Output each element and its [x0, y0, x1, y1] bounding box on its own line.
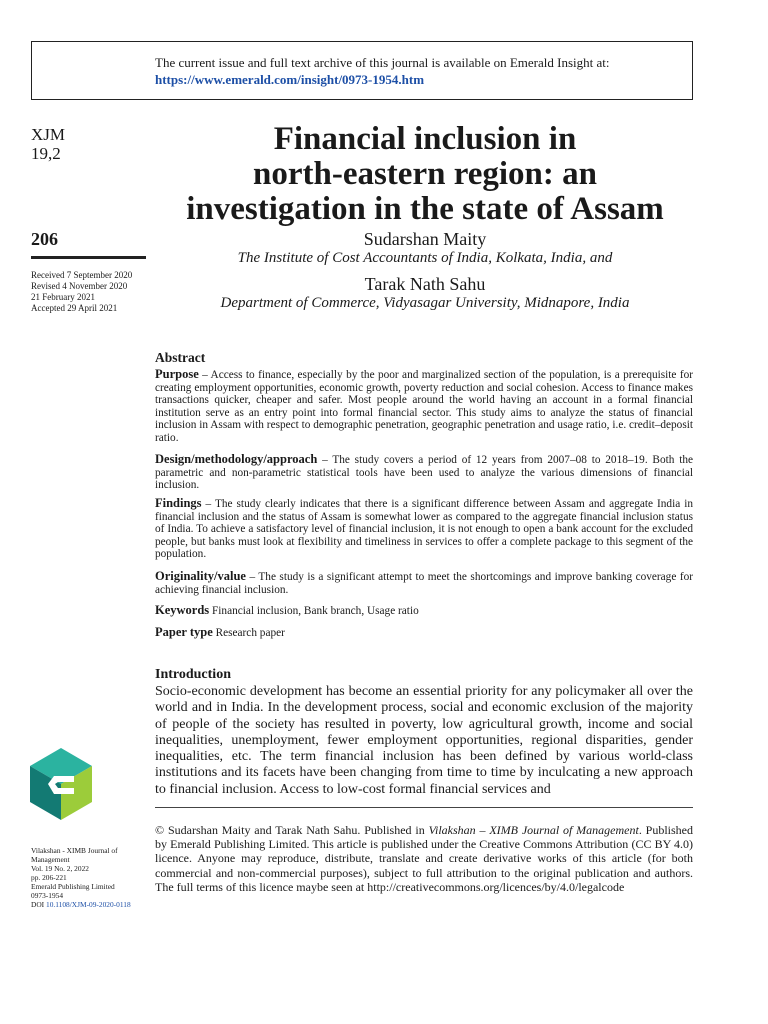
purpose-label: Purpose: [155, 367, 199, 381]
keywords: [155, 604, 693, 618]
introduction-heading: Introduction: [155, 667, 231, 682]
abstract-findings: [155, 497, 693, 561]
keywords-label: Keywords: [155, 603, 210, 617]
design-text: – The study covers a period of 12 years from 2007–08 to 2018–19. Both the parametric and non-parametric statistical tools have been used to analyze the various dimensions of financial inclusion.: [155, 454, 693, 492]
purpose-text: – Access to finance, especially by the poor and marginalized section of the population, is a prerequisite for creating employment opportunities, economic growth, poverty reduction and social cohesion. Access to finance makes transactions quicker, cheaper and safer. Most people around the world having an account in a formal financial institution serve as an entry point into formal financial sector. This study aims to analyze the status of financial inclusion in Assam with respect to demographic penetration, geographic penetration and usage ratio, i.e. credit–deposit ratio.: [155, 369, 693, 444]
title-line: north-eastern region: an: [252, 156, 598, 192]
title-line: investigation in the state of Assam: [186, 191, 664, 227]
access-note: The current issue and full text archive of this journal is available on Emerald Insight at:: [155, 55, 610, 70]
page-number: 206: [31, 229, 58, 249]
paper-type: [155, 626, 693, 640]
license-journal-name: Vilakshan – XIMB Journal of Management: [428, 823, 639, 837]
license-part2: . Published by Emerald Publishing Limited. This article is published under the Creative Commons Attribution (CC BY 4.0) licence. Anyone may reproduce, distribute, translate and create derivative works of this article (for both commercial and non-commercial purposes), subject to full attribution to the original publication and authors. The full terms of this licence maybe seen at http://creativecommons.org/licences/by/4.0/legalcode: [155, 823, 694, 894]
originality-label: Originality/value: [155, 569, 246, 583]
license-part1: © Sudarshan Maity and Tarak Nath Sahu. Published in: [155, 823, 429, 837]
journal-logo-icon: [30, 748, 92, 820]
findings-label: Findings: [155, 496, 202, 510]
license-text: [155, 823, 693, 894]
paper-type-text: Research paper: [212, 627, 285, 639]
originality-text: – The study is a significant attempt to meet the shortcomings and improve banking coverage for achieving financial inclusion.: [155, 571, 693, 596]
introduction-text: Socio-economic development has become an essential priority for any policymaker all over the world and in India. In the development process, social and economic exclusion of the majority of people of the society has resulted in poverty, low agricultural growth, income and social inequalities, unemployment, fewer employment opportunities, regional disparities, gender inequalities, etc. The term financial inclusion has been defined by various world-class institutions and its facets have been changing from time to time by inculcating a new approach to financial inclusion. Access to low-cost formal financial services and: [155, 684, 693, 797]
keywords-text: Financial inclusion, Bank branch, Usage ratio: [209, 605, 419, 617]
meta-issn: 0973-1954: [31, 891, 64, 900]
author-name: Tarak Nath Sahu: [364, 274, 486, 294]
doi-label: DOI: [31, 900, 45, 909]
meta-pages: pp. 206-221: [31, 873, 67, 882]
article-dates: [31, 270, 151, 314]
meta-doi: [31, 900, 141, 909]
abstract-design: [155, 453, 693, 492]
journal-access-box: [31, 41, 693, 100]
author-affiliation: The Institute of Cost Accountants of India, Kolkata, India, and: [237, 250, 613, 266]
date-accepted: Accepted 29 April 2021: [31, 303, 118, 313]
design-label: Design/methodology/approach: [155, 452, 318, 466]
journal-url-link[interactable]: https://www.emerald.com/insight/0973-1954.htm: [155, 72, 425, 87]
volume-issue: 19,2: [31, 144, 61, 163]
journal-abbrev: XJM: [31, 125, 66, 144]
author-affiliation: Department of Commerce, Vidyasagar University, Midnapore, India: [220, 295, 630, 311]
abstract-purpose: [155, 368, 693, 445]
meta-volume: Vol. 19 No. 2, 2022: [31, 864, 89, 873]
date-received: Received 7 September 2020: [31, 270, 133, 280]
article-title: [150, 122, 700, 227]
margin-divider: [31, 256, 146, 259]
date-revised: Revised 4 November 2020: [31, 281, 128, 291]
title-line: Financial inclusion in: [273, 121, 577, 157]
author-name: Sudarshan Maity: [363, 229, 487, 249]
doi-link[interactable]: 10.1108/XJM-09-2020-0118: [46, 900, 131, 909]
findings-text: – The study clearly indicates that there is a significant difference between Assam and aggregate India in financial inclusion and the status of Assam is somewhat lower as compared to the aggregate financial inclusion status of India. To achieve a satisfactory level of financial inclusion, it is not enough to open a bank account for the excluded people, but banks must look at flexibility and timeliness in services to offer a complete package to this segment of the population.: [155, 498, 693, 561]
journal-code: [31, 125, 65, 163]
paper-type-label: Paper type: [155, 625, 213, 639]
meta-publisher: Emerald Publishing Limited: [31, 882, 115, 891]
journal-metadata: [31, 846, 141, 909]
abstract-originality: [155, 570, 693, 596]
date-revised-2: 21 February 2021: [31, 292, 95, 302]
meta-journal: Vilakshan - XIMB Journal of Management: [31, 846, 118, 864]
abstract-heading: Abstract: [155, 350, 206, 365]
footnote-divider: [155, 807, 693, 808]
